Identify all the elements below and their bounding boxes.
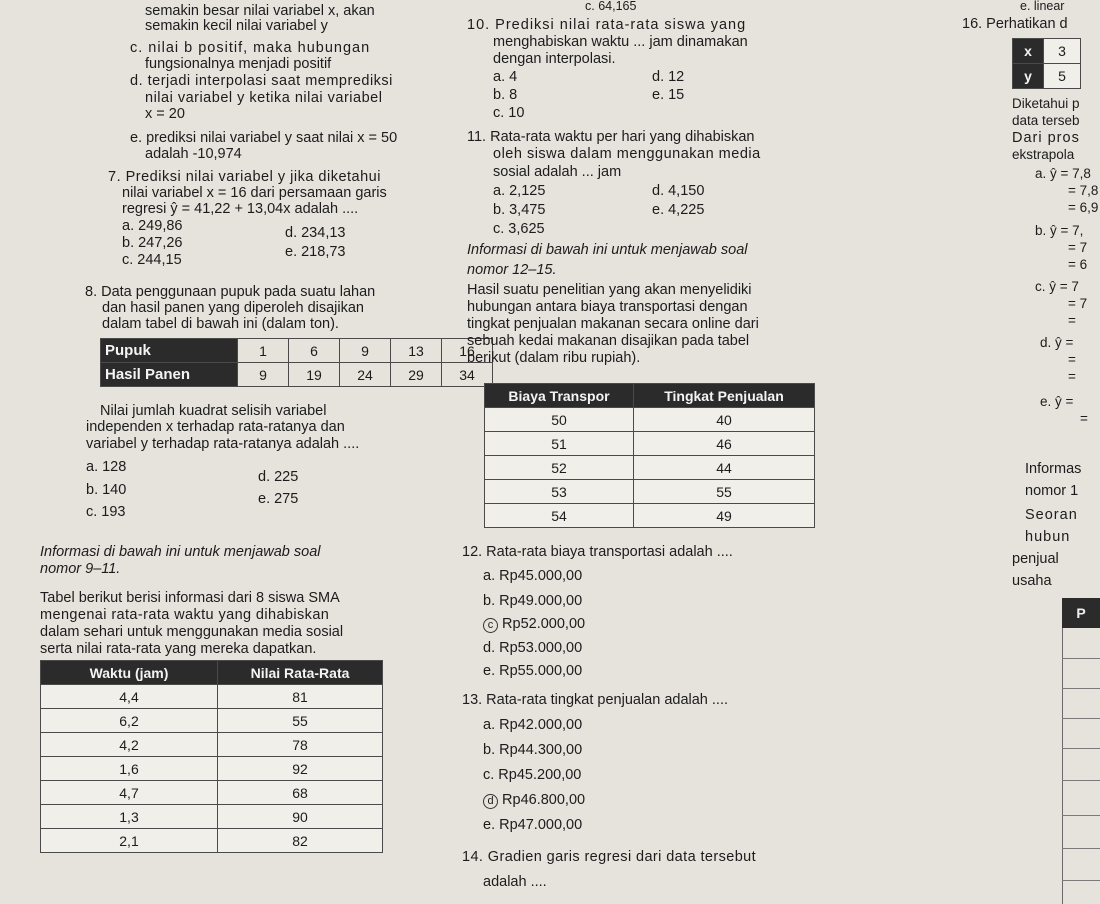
- q8-stem-line6: variabel y terhadap rata-ratanya adalah ....: [86, 436, 360, 452]
- q8-stem-line4: Nilai jumlah kuadrat selisih variabel: [100, 403, 327, 419]
- table-cell: 90: [218, 805, 383, 829]
- q12-option-a: a. Rp45.000,00: [483, 568, 583, 584]
- panen-cell: 9: [238, 363, 289, 387]
- x-cell: 3: [1044, 39, 1081, 64]
- q16-option-e-line2: =: [1080, 411, 1088, 426]
- waktu-table: [40, 660, 383, 853]
- table-rule: [1062, 658, 1100, 659]
- table-rule: [1062, 848, 1100, 849]
- biaya-table: [484, 383, 815, 528]
- q16-option-a-line1: a. ŷ = 7,8: [1035, 166, 1091, 181]
- q11-stem-line3: sosial adalah ... jam: [493, 164, 622, 180]
- table-cell: 40: [634, 408, 815, 432]
- answer-circle-mark: c: [483, 618, 498, 633]
- q10-stem-line1: 10. Prediksi nilai rata-rata siswa yang: [467, 17, 747, 33]
- table-row: [485, 408, 815, 432]
- q7-stem-line2: nilai variabel x = 16 dari persamaan garis: [122, 185, 387, 201]
- para-9-11-line3: dalam sehari untuk menggunakan media sosial: [40, 624, 344, 640]
- xy-table: [1012, 38, 1081, 89]
- q16-text-line2: data terseb: [1012, 113, 1080, 128]
- q8-option-a: a. 128: [86, 459, 127, 475]
- x-row: [1013, 39, 1081, 64]
- para-12-15-line1: Hasil suatu penelitian yang akan menyelidiki: [467, 282, 752, 298]
- q12-stem: 12. Rata-rata biaya transportasi adalah ....: [462, 544, 733, 560]
- table-row: [485, 456, 815, 480]
- q11-option-b: b. 3,475: [493, 202, 546, 218]
- q6-option-c-line2: fungsionalnya menjadi positif: [145, 56, 332, 72]
- q14-stem-line2: adalah ....: [483, 874, 547, 890]
- q16-option-b-line3: = 6: [1068, 257, 1088, 272]
- table-cell: 82: [218, 829, 383, 853]
- q12-option-e: e. Rp55.000,00: [483, 663, 583, 679]
- q6-option-d-line2: nilai variabel y ketika nilai variabel: [145, 90, 383, 106]
- info-next-line2: nomor 1: [1025, 483, 1079, 499]
- pupuk-label: Pupuk: [101, 339, 238, 363]
- q10-stem-line2: menghabiskan waktu ... jam dinamakan: [493, 34, 748, 50]
- q7-option-a: a. 249,86: [122, 218, 183, 234]
- table-cell: 92: [218, 757, 383, 781]
- info-next-line5: penjual: [1012, 551, 1059, 567]
- biaya-header-row: [485, 384, 815, 408]
- q11-option-d: d. 4,150: [652, 183, 705, 199]
- table-cell: 54: [485, 504, 634, 528]
- biaya-header-penjualan: Tingkat Penjualan: [634, 384, 815, 408]
- q10-option-b: b. 8: [493, 87, 518, 103]
- table-rule: [1062, 688, 1100, 689]
- q8-option-b: b. 140: [86, 482, 127, 498]
- partial-table-header: P: [1062, 598, 1100, 628]
- table-cell: 78: [218, 733, 383, 757]
- q16-option-d-line3: =: [1068, 369, 1076, 384]
- para-9-11-line1: Tabel berikut berisi informasi dari 8 siswa SMA: [40, 590, 340, 606]
- q16-text-line1: Diketahui p: [1012, 96, 1080, 111]
- pupuk-cell: 9: [340, 339, 391, 363]
- y-row: [1013, 64, 1081, 89]
- q15-option-e: e. linear: [1020, 0, 1065, 13]
- pupuk-cell: 1: [238, 339, 289, 363]
- para-9-11-line4: serta nilai rata-rata yang mereka dapatkan.: [40, 641, 317, 657]
- x-label: x: [1013, 39, 1044, 64]
- table-rule: [1062, 780, 1100, 781]
- info-9-11-line2: nomor 9–11.: [40, 561, 121, 577]
- q16-option-e-line1: e. ŷ =: [1040, 394, 1074, 409]
- y-cell: 5: [1044, 64, 1081, 89]
- waktu-header-jam: Waktu (jam): [41, 661, 218, 685]
- q6-option-d-line1: d. terjadi interpolasi saat memprediksi: [130, 73, 393, 89]
- q8-stem-line2: dan hasil panen yang diperoleh disajikan: [102, 300, 364, 316]
- table-row: [41, 733, 383, 757]
- table-cell: 1,6: [41, 757, 218, 781]
- q13-option-d: [483, 793, 585, 809]
- para-12-15-line4: sebuah kedai makanan disajikan pada tabel: [467, 333, 750, 349]
- q14-stem-line1: 14. Gradien garis regresi dari data tersebut: [462, 849, 757, 865]
- q10-option-a: a. 4: [493, 69, 518, 85]
- q13-option-a: a. Rp42.000,00: [483, 717, 583, 733]
- q7-option-b: b. 247,26: [122, 235, 183, 251]
- q16-text-line3: Dari pros: [1012, 130, 1080, 146]
- table-cell: 55: [634, 480, 815, 504]
- info-9-11-line1: Informasi di bawah ini untuk menjawab soal: [40, 544, 321, 560]
- para-12-15-line2: hubungan antara biaya transportasi dengan: [467, 299, 748, 315]
- info-12-15-line1: Informasi di bawah ini untuk menjawab soal: [467, 242, 748, 258]
- panen-cell: 19: [289, 363, 340, 387]
- pupuk-row: [101, 339, 493, 363]
- q16-option-c-line1: c. ŷ = 7: [1035, 279, 1079, 294]
- info-next-line4: hubun: [1025, 529, 1071, 545]
- table-cell: 2,1: [41, 829, 218, 853]
- q6-option-e-line2: adalah -10,974: [145, 146, 242, 162]
- table-cell: 51: [485, 432, 634, 456]
- q11-stem-line1: 11. Rata-rata waktu per hari yang dihabiskan: [467, 129, 755, 145]
- q16-option-d-line2: =: [1068, 352, 1076, 367]
- q16-stem: 16. Perhatikan d: [962, 16, 1068, 32]
- table-row: [41, 709, 383, 733]
- q12-option-c-text: Rp52.000,00: [502, 616, 586, 632]
- q16-option-b-line1: b. ŷ = 7,: [1035, 223, 1084, 238]
- q6-option-c-line1: c. nilai b positif, maka hubungan: [130, 40, 371, 56]
- q6-option-e-line1: e. prediksi nilai variabel y saat nilai x = 50: [130, 130, 398, 146]
- q16-option-c-line2: = 7: [1068, 296, 1088, 311]
- q6-option-b-line1: semakin besar nilai variabel x, akan: [145, 3, 375, 19]
- q10-option-d: d. 12: [652, 69, 685, 85]
- q16-text-line4: ekstrapola: [1012, 147, 1075, 162]
- table-row: [41, 805, 383, 829]
- q10-stem-line3: dengan interpolasi.: [493, 51, 616, 67]
- pupuk-cell: 13: [391, 339, 442, 363]
- q13-option-b: b. Rp44.300,00: [483, 742, 583, 758]
- biaya-header-transpor: Biaya Transpor: [485, 384, 634, 408]
- partial-table-frame: [1062, 598, 1100, 904]
- q13-option-d-text: Rp46.800,00: [502, 792, 586, 808]
- q10-option-c: c. 10: [493, 105, 525, 121]
- q11-stem-line2: oleh siswa dalam menggunakan media: [493, 146, 761, 162]
- table-cell: 46: [634, 432, 815, 456]
- table-cell: 55: [218, 709, 383, 733]
- q9-option-c: c. 64,165: [585, 0, 637, 13]
- pupuk-table: [100, 338, 493, 387]
- para-12-15-line3: tingkat penjualan makanan secara online dari: [467, 316, 759, 332]
- pupuk-cell: 6: [289, 339, 340, 363]
- q16-option-a-line3: = 6,9: [1068, 200, 1099, 215]
- q12-option-b: b. Rp49.000,00: [483, 593, 583, 609]
- table-row: [41, 829, 383, 853]
- table-cell: 1,3: [41, 805, 218, 829]
- waktu-header-nilai: Nilai Rata-Rata: [218, 661, 383, 685]
- q12-option-c: [483, 617, 585, 633]
- table-row: [41, 781, 383, 805]
- table-cell: 53: [485, 480, 634, 504]
- para-9-11-line2: mengenai rata-rata waktu yang dihabiskan: [40, 607, 330, 623]
- panen-cell: 29: [391, 363, 442, 387]
- table-cell: 68: [218, 781, 383, 805]
- q16-option-a-line2: = 7,8: [1068, 183, 1099, 198]
- q11-option-a: a. 2,125: [493, 183, 546, 199]
- y-label: y: [1013, 64, 1044, 89]
- info-next-line6: usaha: [1012, 573, 1052, 589]
- q7-option-d: d. 234,13: [285, 225, 346, 241]
- q6-option-b-line2: semakin kecil nilai variabel y: [145, 18, 328, 34]
- table-cell: 49: [634, 504, 815, 528]
- q8-stem-line3: dalam tabel di bawah ini (dalam ton).: [102, 316, 339, 332]
- q12-option-d: d. Rp53.000,00: [483, 640, 583, 656]
- table-cell: 81: [218, 685, 383, 709]
- table-row: [41, 685, 383, 709]
- table-rule: [1062, 748, 1100, 749]
- q13-stem: 13. Rata-rata tingkat penjualan adalah ....: [462, 692, 729, 708]
- q11-option-c: c. 3,625: [493, 221, 545, 237]
- q8-option-c: c. 193: [86, 504, 126, 520]
- table-cell: 6,2: [41, 709, 218, 733]
- table-cell: 50: [485, 408, 634, 432]
- table-cell: 52: [485, 456, 634, 480]
- table-row: [485, 432, 815, 456]
- table-cell: 4,7: [41, 781, 218, 805]
- q16-option-c-line3: =: [1068, 313, 1076, 328]
- answer-circle-mark: d: [483, 794, 498, 809]
- table-rule: [1062, 880, 1100, 881]
- pupuk-cell: 16: [442, 339, 493, 363]
- waktu-header-row: [41, 661, 383, 685]
- q13-option-c: c. Rp45.200,00: [483, 767, 582, 783]
- table-rule: [1062, 718, 1100, 719]
- q7-stem-line3: regresi ŷ = 41,22 + 13,04x adalah ....: [122, 201, 359, 217]
- table-row: [485, 480, 815, 504]
- para-12-15-line5: berikut (dalam ribu rupiah).: [467, 350, 641, 366]
- table-rule: [1062, 815, 1100, 816]
- q7-option-e: e. 218,73: [285, 244, 346, 260]
- q8-option-e: e. 275: [258, 491, 299, 507]
- info-next-line3: Seoran: [1025, 507, 1078, 523]
- q6-option-d-line3: x = 20: [145, 106, 185, 122]
- panen-cell: 24: [340, 363, 391, 387]
- info-12-15-line2: nomor 12–15.: [467, 262, 557, 278]
- q8-stem-line1: 8. Data penggunaan pupuk pada suatu lahan: [85, 284, 376, 300]
- table-row: [41, 757, 383, 781]
- table-cell: 4,4: [41, 685, 218, 709]
- q8-option-d: d. 225: [258, 469, 299, 485]
- q11-option-e: e. 4,225: [652, 202, 705, 218]
- panen-label: Hasil Panen: [101, 363, 238, 387]
- info-next-line1: Informas: [1025, 461, 1082, 477]
- q16-option-d-line1: d. ŷ =: [1040, 335, 1074, 350]
- panen-cell: 34: [442, 363, 493, 387]
- q16-option-b-line2: = 7: [1068, 240, 1088, 255]
- q8-stem-line5: independen x terhadap rata-ratanya dan: [86, 419, 345, 435]
- table-cell: 44: [634, 456, 815, 480]
- table-cell: 4,2: [41, 733, 218, 757]
- q7-option-c: c. 244,15: [122, 252, 182, 268]
- q13-option-e: e. Rp47.000,00: [483, 817, 583, 833]
- panen-row: [101, 363, 493, 387]
- q10-option-e: e. 15: [652, 87, 685, 103]
- table-row: [485, 504, 815, 528]
- q7-stem-line1: 7. Prediksi nilai variabel y jika diketahui: [108, 169, 381, 185]
